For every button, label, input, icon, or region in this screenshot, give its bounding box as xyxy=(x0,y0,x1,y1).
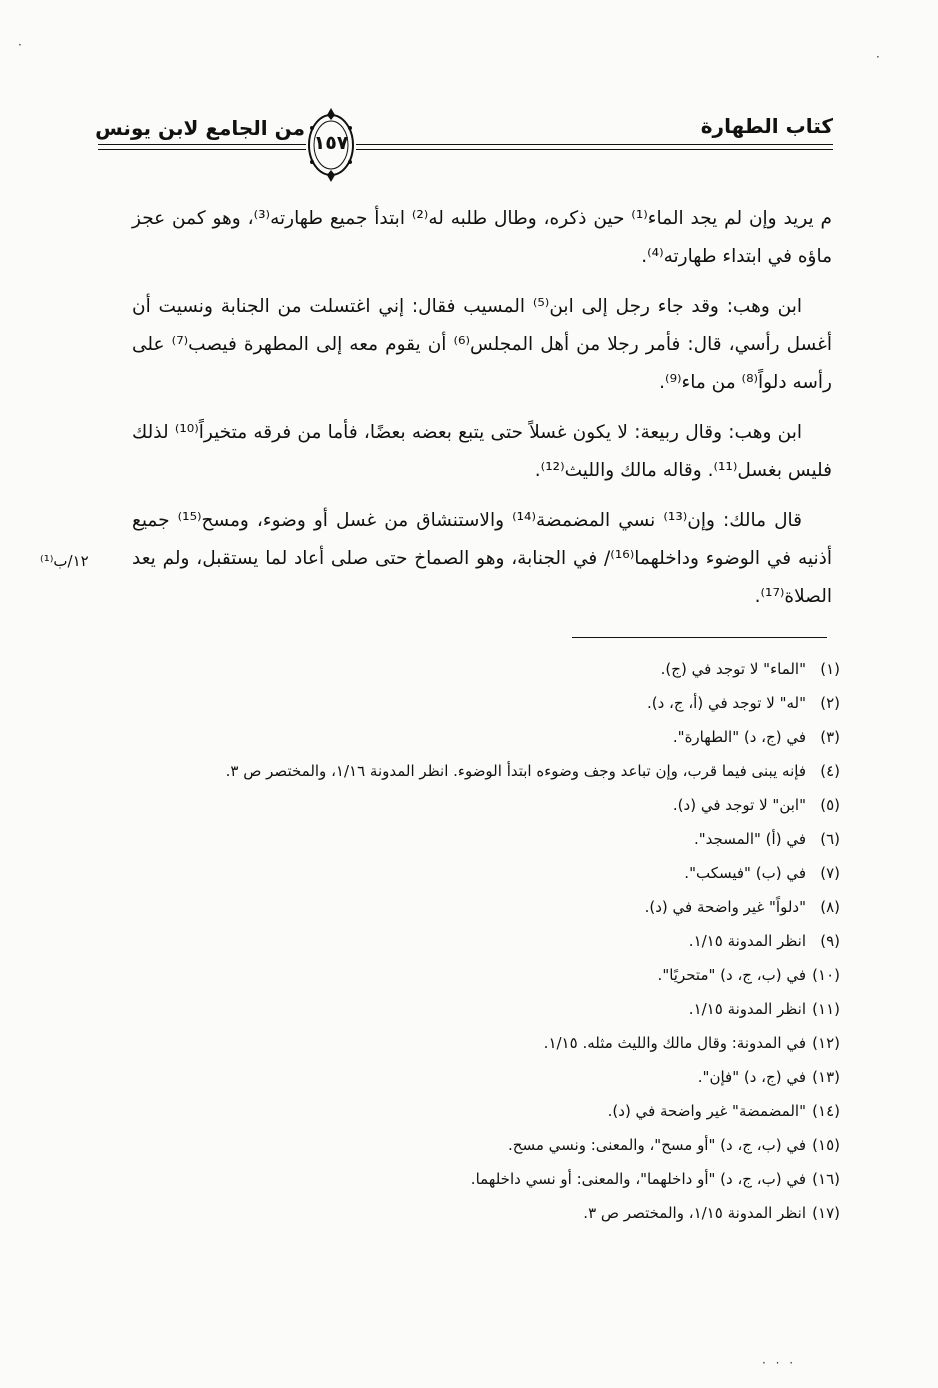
footnote-number: (٨) xyxy=(820,898,840,916)
footnote-text: "الماء" لا توجد في (ج). xyxy=(660,660,806,678)
footnote xyxy=(132,754,840,788)
footnote-number: (٢) xyxy=(820,694,840,712)
footnote-text: "المضمضة" غير واضحة في (د). xyxy=(607,1102,806,1120)
paragraph: م يريد وإن لم يجد الماء⁽¹⁾ حين ذكره، وطال طلبه له⁽²⁾ ابتدأ جميع طهارته⁽³⁾، وهو كمن عجز ماؤه في ابتداء طهارته⁽⁴⁾. xyxy=(132,208,832,267)
page-number-ornament xyxy=(306,106,356,184)
footnote-text: في المدونة: وقال مالك والليث مثله. ١/١٥. xyxy=(543,1034,806,1052)
footnote xyxy=(132,1094,840,1128)
footnote xyxy=(132,1196,840,1230)
footnote-number: (١٥) xyxy=(812,1136,840,1154)
footnote-number: (١٣) xyxy=(812,1068,840,1086)
footnote-text: في (أ) "المسجد". xyxy=(694,830,806,848)
footnote xyxy=(132,686,840,720)
footnote-text: في (ب، ج، د) "أو مسح"، والمعنى: ونسي مسح. xyxy=(508,1136,806,1154)
footnote-number: (٧) xyxy=(820,864,840,882)
paragraph: ابن وهب: وقد جاء رجل إلى ابن⁽⁵⁾ المسيب فقال: إني اغتسلت من الجنابة ونسيت أن أغسل رأسي، قال: فأمر رجلا من أهل المجلس⁽⁶⁾ أن يقوم معه إلى المطهرة فيصب⁽⁷⁾ على رأسه دلواً⁽⁸⁾ من ماء⁽⁹⁾. xyxy=(132,296,832,393)
footnotes xyxy=(132,652,840,1230)
header-rule-left-thin xyxy=(98,149,306,150)
footnote-number: (١١) xyxy=(812,1000,840,1018)
footnote xyxy=(132,1162,840,1196)
footnote xyxy=(132,958,840,992)
header-rule-left xyxy=(98,144,306,145)
footnote-text: في (ب، ج، د) "أو داخلهما"، والمعنى: أو نسي داخلهما. xyxy=(470,1170,806,1188)
footnote xyxy=(132,856,840,890)
footnote-text: في (ب، ج، د) "متحريًا". xyxy=(657,966,806,984)
footnote-number: (١٢) xyxy=(812,1034,840,1052)
header-rule-right xyxy=(356,144,833,145)
footnote-number: (٤) xyxy=(820,762,840,780)
source-title: من الجامع لابن يونس xyxy=(95,116,305,140)
footnote-number: (١٦) xyxy=(812,1170,840,1188)
scan-speck: · xyxy=(18,38,22,52)
footnote xyxy=(132,924,840,958)
footnote xyxy=(132,992,840,1026)
footnote-number: (٣) xyxy=(820,728,840,746)
footnote-text: انظر المدونة ١/١٥. xyxy=(688,1000,806,1018)
footnote-text: فإنه يبنى فيما قرب، وإن تباعد وجف وضوءه ابتدأ الوضوء. انظر المدونة ١/١٦، والمختصر ص ٣. xyxy=(225,762,806,780)
footnote-number: (٦) xyxy=(820,830,840,848)
footnote xyxy=(132,1128,840,1162)
footnote xyxy=(132,1026,840,1060)
book-title: كتاب الطهارة xyxy=(700,114,833,138)
footnote-text: "له" لا توجد في (أ، ج، د). xyxy=(646,694,806,712)
footnote xyxy=(132,652,840,686)
page-number: ١٥٧ xyxy=(313,132,349,154)
footnote-number: (١٠) xyxy=(812,966,840,984)
paragraph: ابن وهب: وقال ربيعة: لا يكون غسلاً حتى يتبع بعضه بعضًا، فأما من فرقه متخيراً⁽¹⁰⁾ لذلك فليس بغسل⁽¹¹⁾. وقاله مالك والليث⁽¹²⁾. xyxy=(132,422,832,481)
footnote-number: (٥) xyxy=(820,796,840,814)
scan-speck: · xyxy=(876,50,880,64)
footnote-text: في (ج، د) "الطهارة". xyxy=(672,728,806,746)
footnote xyxy=(132,822,840,856)
footnote-number: (١) xyxy=(820,660,840,678)
footnote-number: (١٤) xyxy=(812,1102,840,1120)
paragraph: قال مالك: وإن⁽¹³⁾ نسي المضمضة⁽¹⁴⁾ والاستنشاق من غسل أو وضوء، ومسح⁽¹⁵⁾ جميع أذنيه في الوضوء وداخلهما⁽¹⁶⁾/ في الجنابة، وهو الصماخ حتى صلى أعاد لما يستقبل، ولم يعد الصلاة⁽¹⁷⁾. xyxy=(132,510,832,607)
footnote-text: في (ب) "فيسكب". xyxy=(684,864,806,882)
footnote-number: (٩) xyxy=(820,932,840,950)
footnote-text: انظر المدونة ١/١٥، والمختصر ص ٣. xyxy=(583,1204,806,1222)
footnote xyxy=(132,788,840,822)
footnote xyxy=(132,890,840,924)
scan-speck: · · · xyxy=(762,1356,797,1370)
footnote xyxy=(132,720,840,754)
footnote xyxy=(132,1060,840,1094)
footnote-text: انظر المدونة ١/١٥. xyxy=(688,932,806,950)
footnote-text: "دلواً" غير واضحة في (د). xyxy=(644,898,806,916)
header-rule-right-thin xyxy=(356,149,833,150)
margin-manuscript-folio: ١٢/ب⁽¹⁾ xyxy=(40,552,89,570)
footnote-separator xyxy=(572,637,827,638)
footnote-number: (١٧) xyxy=(812,1204,840,1222)
body-text xyxy=(132,200,832,628)
footnote-text: "ابن" لا توجد في (د). xyxy=(672,796,806,814)
footnote-text: في (ج، د) "فإن". xyxy=(697,1068,806,1086)
